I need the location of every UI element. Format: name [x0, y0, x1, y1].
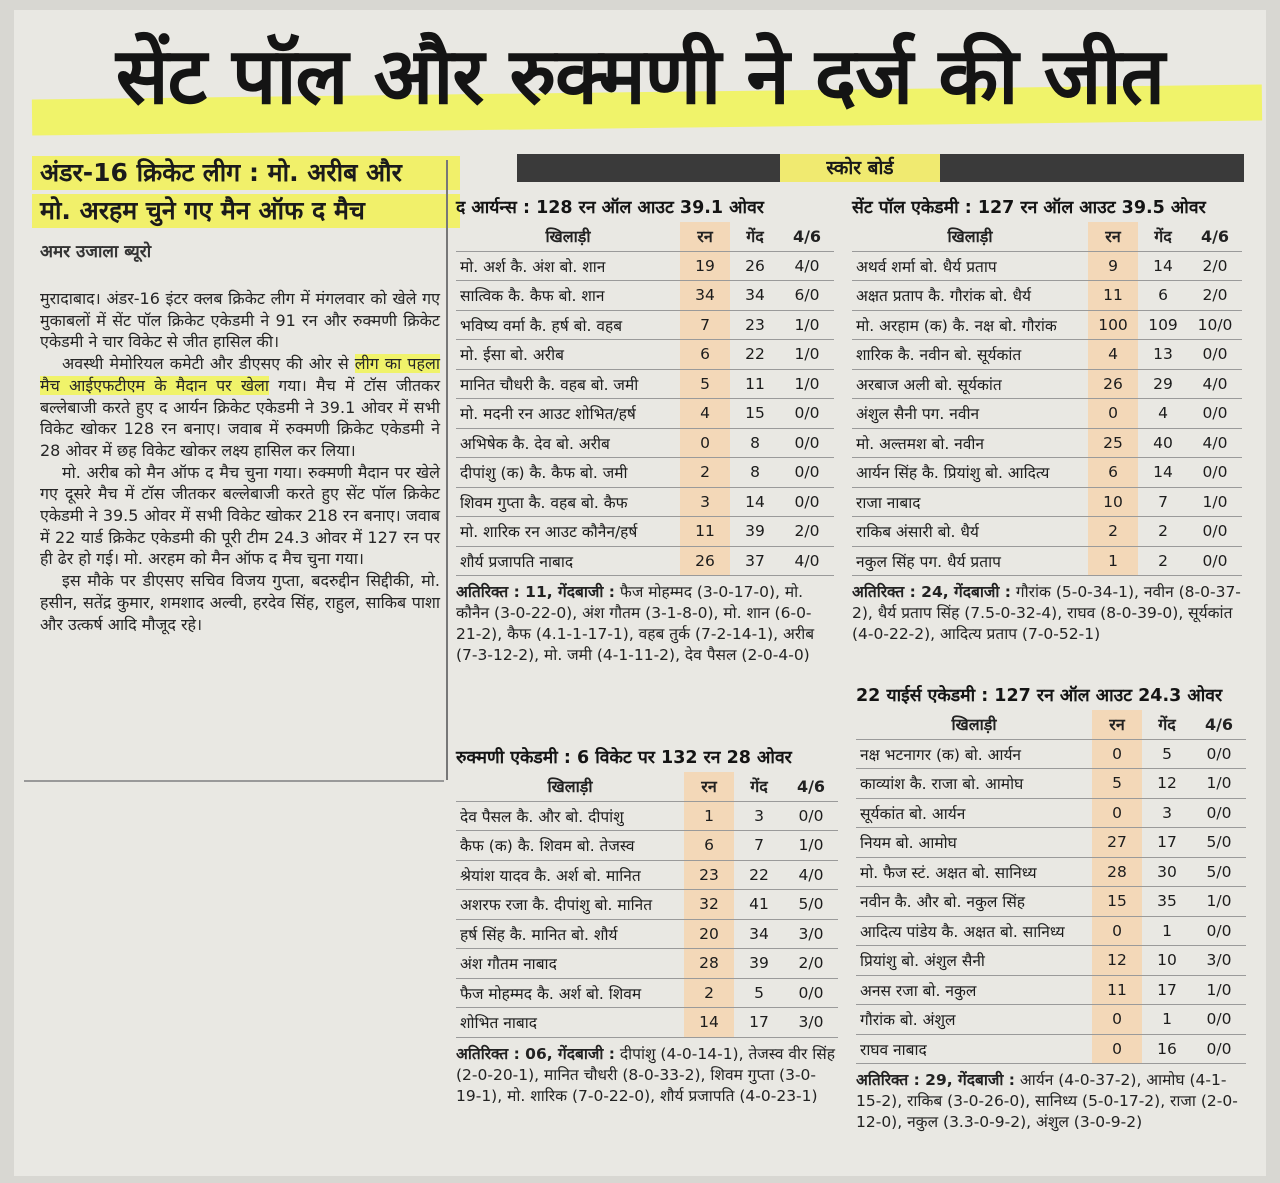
cell-fours: 5/0	[784, 890, 838, 920]
cell-player: प्रियांशु बो. अंशुल सैनी	[856, 946, 1092, 976]
cell-balls: 39	[730, 517, 780, 547]
cell-runs: 0	[1092, 1005, 1142, 1035]
cell-player: देव पैसल कै. और बो. दीपांशु	[456, 801, 684, 831]
cell-player: दीपांशु (क) कै. कैफ बो. जमी	[456, 458, 680, 488]
cell-balls: 6	[1138, 281, 1188, 311]
cell-fours: 0/0	[1192, 916, 1246, 946]
table-header	[456, 222, 834, 251]
cell-balls: 7	[1138, 487, 1188, 517]
scorecard-table	[456, 222, 834, 576]
cell-runs: 4	[680, 399, 730, 429]
header-fours: 4/6	[1188, 222, 1242, 251]
scorecard-title: 22 याईर्स एकेडमी : 127 रन ऑल आउट 24.3 ओवर	[856, 686, 1223, 706]
table-row	[852, 369, 1242, 399]
cell-player: शोभित नाबाद	[456, 1008, 684, 1038]
cell-player: सात्विक कै. कैफ बो. शान	[456, 281, 680, 311]
cell-player: अंश गौतम नाबाद	[456, 949, 684, 979]
cell-fours: 0/0	[1192, 1005, 1246, 1035]
table-row	[852, 310, 1242, 340]
cell-fours: 0/0	[1188, 546, 1242, 576]
cell-fours: 1/0	[784, 831, 838, 861]
table-row	[856, 1005, 1246, 1035]
cell-runs: 7	[680, 310, 730, 340]
scorecard-table	[852, 222, 1242, 576]
article-highlight: लीग का पहला मैच आईएफटीएम के मैदान पर खेला	[40, 354, 441, 395]
cell-runs: 26	[680, 546, 730, 576]
cell-runs: 6	[684, 831, 734, 861]
cell-balls: 29	[1138, 369, 1188, 399]
cell-player: मो. अल्तमश बो. नवीन	[852, 428, 1088, 458]
cell-player: राकिब अंसारी बो. धैर्य	[852, 517, 1088, 547]
cell-runs: 6	[680, 340, 730, 370]
cell-player: मो. शारिक रन आउट कौनैन/हर्ष	[456, 517, 680, 547]
table-row	[852, 517, 1242, 547]
subhead-line-2: मो. अरहम चुने गए मैन ऑफ द मैच	[40, 196, 365, 225]
cell-balls: 3	[1142, 798, 1192, 828]
cell-fours: 1/0	[1192, 887, 1246, 917]
cell-runs: 23	[684, 860, 734, 890]
cell-balls: 5	[1142, 739, 1192, 769]
cell-fours: 0/0	[1192, 739, 1246, 769]
cell-runs: 15	[1092, 887, 1142, 917]
table-row	[856, 739, 1246, 769]
cell-fours: 3/0	[784, 919, 838, 949]
cell-fours: 0/0	[1192, 1034, 1246, 1064]
cell-balls: 35	[1142, 887, 1192, 917]
scoreboard-label: स्कोर बोर्ड	[780, 154, 940, 182]
cell-balls: 10	[1142, 946, 1192, 976]
cell-player: मानित चौधरी कै. वहब बो. जमी	[456, 369, 680, 399]
table-row	[456, 369, 834, 399]
cell-runs: 14	[684, 1008, 734, 1038]
cell-fours: 4/0	[780, 251, 834, 281]
cell-player: राजा नाबाद	[852, 487, 1088, 517]
article-paragraph-2c: गया। मैच में टॉस जीतकर बल्लेबाजी करते हुए द आर्यन क्रिकेट एकेडमी ने 39.1 ओवर में सभी विकेट खोकर 128 रन बनाए। जवाब में रुक्मणी क्रिकेट एकेडमी ने 28 ओवर में छह विकेट खोकर लक्ष्य हासिल कर लिया।	[40, 375, 441, 460]
article-body	[40, 288, 440, 635]
cell-runs: 11	[1092, 975, 1142, 1005]
cell-balls: 14	[1138, 251, 1188, 281]
extras-label: अतिरिक्त : 06, गेंदबाजी :	[456, 1044, 615, 1063]
cell-runs: 2	[684, 978, 734, 1008]
header-runs: रन	[684, 772, 734, 801]
article-paragraph-1: मुरादाबाद। अंडर-16 इंटर क्लब क्रिकेट लीग में मंगलवार को खेले गए मुकाबलों में सेंट पॉल क्रिकेट एकेडमी ने 91 रन और रुक्मणी क्रिकेट एकेडमी ने चार विकेट से जीत हासिल की।	[40, 289, 440, 352]
table-row	[456, 1008, 838, 1038]
cell-balls: 40	[1138, 428, 1188, 458]
cell-player: नियम बो. आमोघ	[856, 828, 1092, 858]
table-row	[456, 978, 838, 1008]
cell-runs: 0	[1092, 1034, 1142, 1064]
cell-fours: 2/0	[780, 517, 834, 547]
subhead	[32, 150, 460, 230]
cell-player: मो. मदनी रन आउट शोभित/हर्ष	[456, 399, 680, 429]
extras-bowling: आर्यन (4-0-37-2), आमोघ (4-1-15-2), राकिब (3-0-26-0), सानिध्य (5-0-17-2), राजा (2-0-12-0), नकुल (3.3-0-9-2), अंशुल (3-0-9-2)	[856, 1071, 1238, 1131]
cell-runs: 1	[1088, 546, 1138, 576]
table-row	[456, 251, 834, 281]
table-row	[852, 340, 1242, 370]
extras-bowling: गौरांक (5-0-34-1), नवीन (8-0-37-2), धैर्य प्रताप सिंह (7.5-0-32-4), राघव (8-0-39-0), सूर्यकांत (4-0-22-2), आदित्य प्रताप (7-0-52-1)	[852, 583, 1241, 643]
cell-player: शौर्य प्रजापति नाबाद	[456, 546, 680, 576]
scorecard-22yards	[856, 682, 1248, 1133]
table-row	[456, 546, 834, 576]
cell-fours: 1/0	[1192, 769, 1246, 799]
cell-runs: 9	[1088, 251, 1138, 281]
cell-player: नवीन कै. और बो. नकुल सिंह	[856, 887, 1092, 917]
cell-fours: 0/0	[1188, 399, 1242, 429]
cell-fours: 4/0	[1188, 428, 1242, 458]
cell-balls: 17	[1142, 975, 1192, 1005]
table-row	[852, 251, 1242, 281]
cell-player: मो. ईसा बो. अरीब	[456, 340, 680, 370]
cell-player: अंशुल सैनी पग. नवीन	[852, 399, 1088, 429]
table-row	[852, 399, 1242, 429]
cell-fours: 5/0	[1192, 857, 1246, 887]
table-row	[856, 975, 1246, 1005]
cell-balls: 8	[730, 458, 780, 488]
cell-runs: 0	[680, 428, 730, 458]
cell-balls: 39	[734, 949, 784, 979]
scorecard-rukmani	[456, 744, 840, 1107]
cell-runs: 12	[1092, 946, 1142, 976]
cell-runs: 20	[684, 919, 734, 949]
cell-balls: 4	[1138, 399, 1188, 429]
cell-runs: 5	[680, 369, 730, 399]
scorecard-aryans	[456, 194, 836, 666]
headline-area	[20, 22, 1250, 134]
article-paragraph-3: मो. अरीब को मैन ऑफ द मैच चुना गया। रुक्मणी मैदान पर खेले गए दूसरे मैच में टॉस जीतकर बल्लेबाजी करते हुए सेंट पॉल क्रिकेट एकेडमी ने 39.5 ओवर में सभी विकेट खोकर 218 रन बनाए। जवाब में 22 यार्ड क्रिकेट एकेडमी की पूरी टीम 24.3 ओवर में 127 रन पर ही ढेर हो गई। मो. अरहम को मैन ऑफ द मैच चुना गया।	[40, 462, 440, 569]
table-row	[456, 949, 838, 979]
cell-runs: 4	[1088, 340, 1138, 370]
cell-fours: 0/0	[784, 978, 838, 1008]
cell-fours: 1/0	[1192, 975, 1246, 1005]
table-row	[852, 458, 1242, 488]
cell-runs: 28	[684, 949, 734, 979]
cell-runs: 25	[1088, 428, 1138, 458]
cell-player: मो. अरहाम (क) कै. नक्ष बो. गौरांक	[852, 310, 1088, 340]
extras-text	[456, 582, 836, 666]
cell-balls: 13	[1138, 340, 1188, 370]
header-balls: गेंद	[1142, 710, 1192, 739]
table-row	[456, 890, 838, 920]
cell-player: सूर्यकांत बो. आर्यन	[856, 798, 1092, 828]
cell-fours: 4/0	[1188, 369, 1242, 399]
cell-balls: 11	[730, 369, 780, 399]
cell-balls: 109	[1138, 310, 1188, 340]
cell-balls: 2	[1138, 517, 1188, 547]
cell-runs: 2	[1088, 517, 1138, 547]
cell-runs: 19	[680, 251, 730, 281]
cell-player: आर्यन सिंह कै. प्रियांशु बो. आदित्य	[852, 458, 1088, 488]
cell-balls: 22	[734, 860, 784, 890]
subhead-line-1: अंडर-16 क्रिकेट लीग : मो. अरीब और	[40, 158, 402, 187]
table-row	[456, 428, 834, 458]
cell-runs: 11	[1088, 281, 1138, 311]
cell-player: नक्ष भटनागर (क) बो. आर्यन	[856, 739, 1092, 769]
cell-balls: 26	[730, 251, 780, 281]
cell-runs: 3	[680, 487, 730, 517]
scorecard-title: सेंट पॉल एकेडमी : 127 रन ऑल आउट 39.5 ओवर	[852, 198, 1206, 218]
cell-player: भविष्य वर्मा कै. हर्ष बो. वहब	[456, 310, 680, 340]
cell-balls: 16	[1142, 1034, 1192, 1064]
cell-fours: 0/0	[1188, 458, 1242, 488]
headline: सेंट पॉल और रुक्मणी ने दर्ज की जीत	[115, 32, 1165, 122]
cell-fours: 2/0	[1188, 281, 1242, 311]
cell-balls: 14	[730, 487, 780, 517]
table-row	[456, 399, 834, 429]
cell-balls: 15	[730, 399, 780, 429]
cell-balls: 7	[734, 831, 784, 861]
table-row	[456, 487, 834, 517]
cell-balls: 1	[1142, 916, 1192, 946]
table-row	[456, 340, 834, 370]
cell-player: हर्ष सिंह कै. मानित बो. शौर्य	[456, 919, 684, 949]
cell-player: श्रेयांश यादव कै. अर्श बो. मानित	[456, 860, 684, 890]
cell-balls: 23	[730, 310, 780, 340]
cell-balls: 34	[730, 281, 780, 311]
header-player: खिलाड़ी	[456, 772, 684, 801]
article-bottom-rule	[24, 780, 444, 782]
cell-balls: 37	[730, 546, 780, 576]
cell-runs: 10	[1088, 487, 1138, 517]
cell-fours: 1/0	[780, 310, 834, 340]
cell-runs: 0	[1088, 399, 1138, 429]
table-row	[456, 281, 834, 311]
extras-text	[856, 1070, 1248, 1133]
extras-label: अतिरिक्त : 11, गेंदबाजी :	[456, 583, 615, 601]
table-header	[856, 710, 1246, 739]
cell-player: शिवम गुप्ता कै. वहब बो. कैफ	[456, 487, 680, 517]
table-row	[856, 1034, 1246, 1064]
cell-player: अनस रजा बो. नकुल	[856, 975, 1092, 1005]
cell-balls: 1	[1142, 1005, 1192, 1035]
cell-balls: 12	[1142, 769, 1192, 799]
cell-fours: 0/0	[1188, 340, 1242, 370]
column-divider	[446, 160, 448, 780]
cell-runs: 2	[680, 458, 730, 488]
table-row	[852, 428, 1242, 458]
cell-player: आदित्य पांडेय कै. अक्षत बो. सानिध्य	[856, 916, 1092, 946]
table-row	[856, 857, 1246, 887]
cell-fours: 2/0	[1188, 251, 1242, 281]
cell-balls: 34	[734, 919, 784, 949]
cell-player: अभिषेक कै. देव बो. अरीब	[456, 428, 680, 458]
cell-fours: 4/0	[780, 546, 834, 576]
cell-runs: 5	[1092, 769, 1142, 799]
header-balls: गेंद	[1138, 222, 1188, 251]
cell-balls: 3	[734, 801, 784, 831]
cell-player: मो. फैज स्टं. अक्षत बो. सानिध्य	[856, 857, 1092, 887]
scorecard-stpaul	[852, 194, 1244, 645]
header-balls: गेंद	[734, 772, 784, 801]
cell-fours: 5/0	[1192, 828, 1246, 858]
cell-runs: 6	[1088, 458, 1138, 488]
article-paragraph-2	[40, 353, 440, 462]
article-paragraph-2a: अवस्थी मेमोरियल कमेटी और डीएसए की ओर से	[62, 354, 355, 374]
cell-fours: 10/0	[1188, 310, 1242, 340]
cell-player: काव्यांश कै. राजा बो. आमोघ	[856, 769, 1092, 799]
table-row	[852, 281, 1242, 311]
table-row	[456, 831, 838, 861]
cell-fours: 1/0	[780, 369, 834, 399]
byline: अमर उजाला ब्यूरो	[40, 242, 152, 262]
cell-runs: 0	[1092, 739, 1142, 769]
cell-player: अशरफ रजा कै. दीपांशु बो. मानित	[456, 890, 684, 920]
cell-fours: 3/0	[1192, 946, 1246, 976]
cell-runs: 0	[1092, 916, 1142, 946]
cell-player: नकुल सिंह पग. धैर्य प्रताप	[852, 546, 1088, 576]
extras-text	[456, 1044, 840, 1107]
table-row	[456, 801, 838, 831]
cell-runs: 32	[684, 890, 734, 920]
header-player: खिलाड़ी	[852, 222, 1088, 251]
extras-label: अतिरिक्त : 24, गेंदबाजी :	[852, 583, 1011, 601]
cell-player: अक्षत प्रताप कै. गौरांक बो. धैर्य	[852, 281, 1088, 311]
header-runs: रन	[1092, 710, 1142, 739]
cell-player: मो. अर्श कै. अंश बो. शान	[456, 251, 680, 281]
cell-fours: 0/0	[780, 487, 834, 517]
cell-player: अरबाज अली बो. सूर्यकांत	[852, 369, 1088, 399]
cell-fours: 3/0	[784, 1008, 838, 1038]
table-row	[856, 769, 1246, 799]
cell-fours: 6/0	[780, 281, 834, 311]
table-row	[856, 828, 1246, 858]
cell-player: शारिक कै. नवीन बो. सूर्यकांत	[852, 340, 1088, 370]
table-row	[456, 517, 834, 547]
cell-fours: 1/0	[1188, 487, 1242, 517]
extras-bowling: दीपांशु (4-0-14-1), तेजस्व वीर सिंह (2-0-20-1), मानित चौधरी (8-0-33-2), शिवम गुप्ता (3-0-19-1), मो. शारिक (7-0-22-0), शौर्य प्रजापति (4-0-23-1)	[456, 1044, 835, 1105]
scorecard-table	[456, 772, 838, 1038]
cell-balls: 22	[730, 340, 780, 370]
cell-player: राघव नाबाद	[856, 1034, 1092, 1064]
header-player: खिलाड़ी	[456, 222, 680, 251]
header-fours: 4/6	[784, 772, 838, 801]
extras-label: अतिरिक्त : 29, गेंदबाजी :	[856, 1071, 1015, 1089]
header-runs: रन	[1088, 222, 1138, 251]
cell-fours: 0/0	[784, 801, 838, 831]
cell-runs: 27	[1092, 828, 1142, 858]
table-row	[456, 860, 838, 890]
cell-runs: 28	[1092, 857, 1142, 887]
cell-fours: 0/0	[780, 399, 834, 429]
table-row	[856, 946, 1246, 976]
scorecard-table	[856, 710, 1246, 1064]
cell-fours: 0/0	[780, 428, 834, 458]
table-row	[852, 546, 1242, 576]
table-row	[852, 487, 1242, 517]
cell-runs: 11	[680, 517, 730, 547]
cell-fours: 1/0	[780, 340, 834, 370]
cell-runs: 1	[684, 801, 734, 831]
scorecard-title: रुक्मणी एकेडमी : 6 विकेट पर 132 रन 28 ओवर	[456, 748, 792, 768]
header-runs: रन	[680, 222, 730, 251]
table-header	[852, 222, 1242, 251]
cell-fours: 0/0	[780, 458, 834, 488]
cell-runs: 0	[1092, 798, 1142, 828]
cell-fours: 0/0	[1188, 517, 1242, 547]
article-paragraph-4: इस मौके पर डीएसए सचिव विजय गुप्ता, बदरुद्दीन सिद्दीकी, मो. हसीन, सतेंद्र कुमार, शमशाद अल्वी, हरदेव सिंह, राहुल, साकिब पाशा और उत्कर्ष आदि मौजूद रहे।	[40, 571, 440, 634]
extras-bowling: फैज मोहम्मद (3-0-17-0), मो. कौनैन (3-0-22-0), अंश गौतम (3-1-8-0), मो. शान (6-0-21-2), कैफ (4.1-1-17-1), वहब तुर्क (7-2-14-1), अरीब (7-3-12-2), मो. जमी (4-1-11-2), देव पैसल (2-0-4-0)	[456, 583, 815, 664]
cell-balls: 5	[734, 978, 784, 1008]
cell-runs: 26	[1088, 369, 1138, 399]
extras-text	[852, 582, 1244, 645]
cell-fours: 2/0	[784, 949, 838, 979]
header-balls: गेंद	[730, 222, 780, 251]
table-row	[856, 887, 1246, 917]
table-row	[856, 916, 1246, 946]
table-row	[856, 798, 1246, 828]
cell-balls: 30	[1142, 857, 1192, 887]
cell-player: फैज मोहम्मद कै. अर्श बो. शिवम	[456, 978, 684, 1008]
cell-player: कैफ (क) कै. शिवम बो. तेजस्व	[456, 831, 684, 861]
cell-player: गौरांक बो. अंशुल	[856, 1005, 1092, 1035]
cell-balls: 8	[730, 428, 780, 458]
cell-fours: 4/0	[784, 860, 838, 890]
header-fours: 4/6	[780, 222, 834, 251]
scorecard-title: द आर्यन्स : 128 रन ऑल आउट 39.1 ओवर	[456, 198, 764, 218]
header-fours: 4/6	[1192, 710, 1246, 739]
table-row	[456, 919, 838, 949]
cell-balls: 17	[1142, 828, 1192, 858]
table-header	[456, 772, 838, 801]
cell-runs: 34	[680, 281, 730, 311]
cell-runs: 100	[1088, 310, 1138, 340]
cell-balls: 2	[1138, 546, 1188, 576]
cell-balls: 17	[734, 1008, 784, 1038]
table-row	[456, 458, 834, 488]
header-player: खिलाड़ी	[856, 710, 1092, 739]
cell-fours: 0/0	[1192, 798, 1246, 828]
table-row	[456, 310, 834, 340]
cell-balls: 14	[1138, 458, 1188, 488]
cell-player: अथर्व शर्मा बो. धैर्य प्रताप	[852, 251, 1088, 281]
cell-balls: 41	[734, 890, 784, 920]
